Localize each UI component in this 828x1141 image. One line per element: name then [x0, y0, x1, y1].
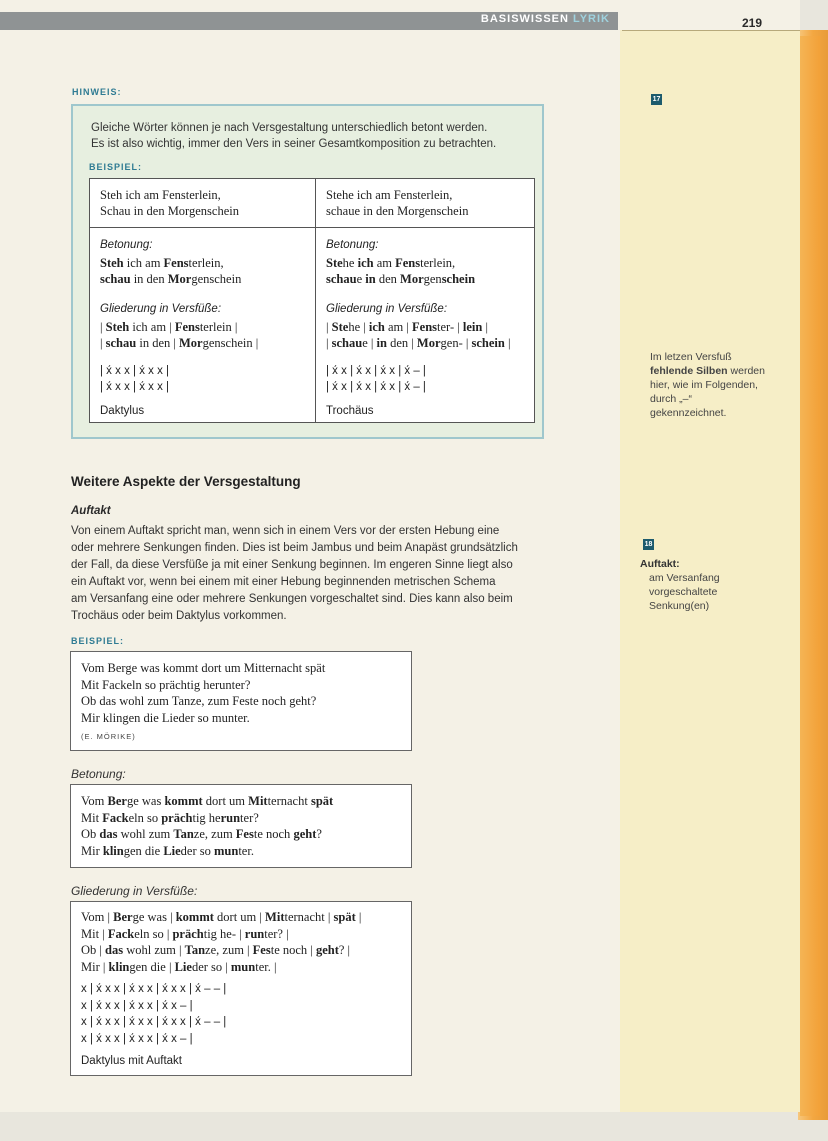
- marginal-marker-18: 18: [644, 541, 653, 548]
- orange-edge-strip: [800, 36, 820, 1116]
- example-table: [89, 178, 535, 423]
- right-gliederung: | Stehe | ich am | Fenster- | lein | | schaue | in den | Morgen- | schein |: [326, 320, 511, 350]
- betonung-label: Betonung:: [71, 767, 126, 781]
- table-divider-horizontal: [90, 227, 534, 228]
- gliederung-text: Vom | Berge was | kommt dort um | Mitternacht | spät | Mit | Fackeln so | prächtig he- | runter? | Ob | das wohl zum | Tanze, zum | Feste noch | geht? | Mir | klingen die | Lieder so | munter. | x | x́ x x | x́ x x | x́ x x | x́ – – | x | x́ x x | x́ x x | x́ x – | x | x́ x x | x́ x x | x́ x x | x́ – – | x | x́ x x | x́ x x | x́ x – | Daktylus mit Auftakt: [81, 909, 361, 1070]
- poem-box: [70, 651, 412, 751]
- left-verse: Steh ich am Fensterlein, Schau in den Morgenschein: [100, 188, 239, 218]
- right-meter: Trochäus: [326, 405, 374, 417]
- beispiel-label: BEISPIEL:: [89, 162, 143, 172]
- beispiel-label-2: BEISPIEL:: [71, 636, 125, 646]
- hinweis-label: HINWEIS:: [72, 87, 122, 97]
- marginal-note-18: Auftakt: am Versanfang vorgeschaltete Senkung(en): [640, 558, 720, 612]
- left-gliederung-label: Gliederung in Versfüße:: [100, 303, 222, 315]
- left-scheme: | x́ x x | x́ x x | | x́ x x | x́ x x |: [100, 365, 170, 393]
- marginal-marker-17: 17: [652, 96, 661, 103]
- header-title: BASISWISSEN LYRIK: [480, 13, 610, 25]
- gliederung-meter: Daktylus mit Auftakt: [81, 1055, 182, 1067]
- auftakt-heading: Auftakt: [71, 505, 111, 517]
- header-accent: LYRIK: [573, 13, 610, 25]
- poem-text: Vom Berge was kommt dort um Mitternacht spät Mit Fackeln so prächtig herunter? Ob das wohl zum Tanze, zum Feste noch geht? Mir klingen die Lieder so munter. (E. MÖRIKE): [81, 660, 325, 746]
- section-title: Weitere Aspekte der Versgestaltung: [71, 474, 301, 489]
- running-header: [0, 12, 618, 30]
- right-betonung: Stehe ich am Fensterlein, schaue in den Morgenschein: [326, 256, 476, 286]
- poem-credit: (E. MÖRIKE): [81, 732, 136, 741]
- auftakt-paragraph: Von einem Auftakt spricht man, wenn sich in einem Vers vor der ersten Hebung eine oder mehrere Senkungen finden. Dies ist beim Jambus und beim Anapäst grundsätzlich der Fall, da diese Versfüße ja mit einer Senkung beginnen. Im engeren Sinne liegt also ein Auftakt vor, wenn bei einem mit einer Hebung beginnenden metrischen Schema am Versanfang eine oder mehrere Senkungen vorgeschaltet sind. Dies kann also beim Trochäus oder beim Daktylus vorkommen.: [71, 525, 518, 622]
- hinweis-text: Gleiche Wörter können je nach Versgestaltung unterschiedlich betont werden. Es ist also wichtig, immer den Vers in seiner Gesamtkomposition zu betrachten.: [91, 122, 497, 150]
- left-gliederung: | Steh ich am | Fensterlein | | schau in den | Morgenschein |: [100, 320, 259, 350]
- right-betonung-label: Betonung:: [326, 239, 379, 251]
- left-betonung: Steh ich am Fensterlein, schau in den Morgenschein: [100, 256, 242, 286]
- right-scheme: | x́ x | x́ x | x́ x | x́ – | | x́ x | x́ x | x́ x | x́ – |: [326, 365, 426, 393]
- right-verse: Stehe ich am Fensterlein, schaue in den Morgenschein: [326, 188, 469, 218]
- marginal-note-17: Im letzen Versfuß fehlende Silben werden hier, wie im Folgenden, durch „–“ gekennzeichnet.: [650, 351, 765, 419]
- betonung-box: [70, 784, 412, 868]
- left-betonung-label: Betonung:: [100, 239, 153, 251]
- left-meter: Daktylus: [100, 405, 145, 417]
- table-divider-vertical: [315, 179, 316, 422]
- header-divider: [622, 30, 800, 31]
- betonung-text: Vom Berge was kommt dort um Mitternacht spät Mit Fackeln so prächtig herunter? Ob das wohl zum Tanze, zum Feste noch geht? Mir klingen die Lieder so munter.: [81, 794, 334, 858]
- gliederung-label: Gliederung in Versfüße:: [71, 884, 198, 898]
- gliederung-box: [70, 901, 412, 1076]
- page-number: 219: [742, 16, 763, 30]
- right-gliederung-label: Gliederung in Versfüße:: [326, 303, 448, 315]
- hinweis-box: [71, 104, 544, 439]
